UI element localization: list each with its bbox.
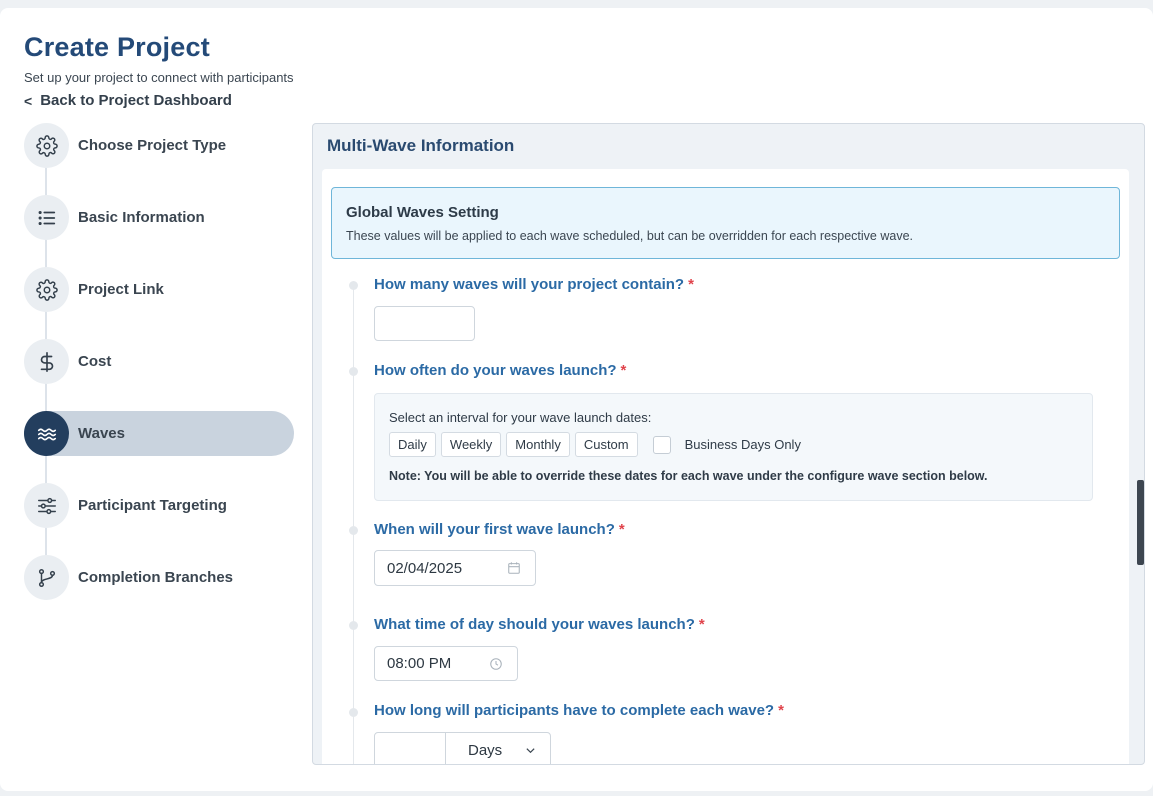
question-timeline-line bbox=[353, 284, 354, 765]
page-subtitle: Set up your project to connect with participants bbox=[24, 70, 294, 85]
question-duration bbox=[374, 702, 784, 719]
step-label: Participant Targeting bbox=[78, 497, 227, 514]
required-mark: * bbox=[618, 521, 625, 538]
first-launch-date-input[interactable] bbox=[374, 550, 536, 586]
waves-count-input[interactable] bbox=[374, 306, 475, 341]
interval-option-monthly[interactable]: Monthly bbox=[506, 432, 570, 457]
waves-icon bbox=[24, 411, 69, 456]
duration-unit-value: Days bbox=[468, 741, 503, 759]
timeline-dot bbox=[349, 281, 358, 290]
step-project-link[interactable] bbox=[24, 267, 294, 312]
timeline-dot bbox=[349, 708, 358, 717]
panel-body bbox=[322, 169, 1129, 765]
duration-unit-select[interactable] bbox=[445, 732, 551, 765]
business-days-label: Business Days Only bbox=[684, 437, 801, 452]
multi-wave-panel bbox=[312, 123, 1145, 765]
sliders-icon bbox=[24, 483, 69, 528]
page-title: Create Project bbox=[24, 32, 210, 62]
business-days-checkbox[interactable] bbox=[653, 436, 671, 454]
gear-icon bbox=[24, 267, 69, 312]
scrollbar-thumb[interactable] bbox=[1137, 480, 1144, 565]
step-basic-information[interactable] bbox=[24, 195, 294, 240]
chevron-down-icon bbox=[525, 745, 536, 756]
branch-icon bbox=[24, 555, 69, 600]
question-frequency bbox=[374, 362, 626, 379]
question-first-launch bbox=[374, 521, 625, 538]
required-mark: * bbox=[620, 362, 627, 379]
clock-icon bbox=[489, 657, 503, 671]
interval-options bbox=[389, 432, 801, 457]
time-value: 08:00 PM bbox=[387, 655, 452, 672]
calendar-icon bbox=[507, 561, 521, 575]
global-waves-description: These values will be applied to each wave scheduled, but can be overridden for each respective wave. bbox=[346, 229, 914, 243]
date-value: 02/04/2025 bbox=[387, 559, 463, 577]
back-to-dashboard-link[interactable] bbox=[24, 92, 232, 109]
required-mark: * bbox=[688, 276, 694, 293]
question-label: How long will participants have to complete each wave? bbox=[374, 702, 775, 719]
step-label: Completion Branches bbox=[78, 569, 234, 586]
step-label: Basic Information bbox=[78, 209, 205, 226]
question-label: What time of day should your waves launch? bbox=[374, 616, 695, 633]
step-label: Project Link bbox=[78, 281, 164, 298]
step-completion-branches[interactable] bbox=[24, 555, 294, 600]
step-label: Choose Project Type bbox=[78, 137, 227, 154]
question-label: How often do your waves launch? bbox=[374, 362, 617, 379]
interval-note: Note: You will be able to override these dates for each wave under the configure wave section below. bbox=[389, 469, 988, 483]
interval-selector-box bbox=[374, 393, 1093, 501]
gear-icon bbox=[24, 123, 69, 168]
required-mark: * bbox=[698, 616, 705, 633]
question-waves-count bbox=[374, 276, 694, 293]
interval-prompt: Select an interval for your wave launch dates: bbox=[389, 410, 652, 425]
question-label: How many waves will your project contain? bbox=[374, 276, 685, 293]
step-cost[interactable] bbox=[24, 339, 294, 384]
back-link-label: Back to Project Dashboard bbox=[40, 92, 232, 109]
step-participant-targeting[interactable] bbox=[24, 483, 294, 528]
interval-option-weekly[interactable]: Weekly bbox=[441, 432, 501, 457]
interval-option-daily[interactable]: Daily bbox=[389, 432, 436, 457]
timeline-dot bbox=[349, 526, 358, 535]
timeline-dot bbox=[349, 621, 358, 630]
global-waves-setting-box bbox=[331, 187, 1120, 259]
dollar-icon bbox=[24, 339, 69, 384]
step-label: Cost bbox=[78, 353, 112, 370]
interval-option-custom[interactable]: Custom bbox=[575, 432, 638, 457]
launch-time-input[interactable] bbox=[374, 646, 518, 681]
question-label: When will your first wave launch? bbox=[374, 521, 615, 538]
required-mark: * bbox=[778, 702, 784, 719]
question-time-of-day bbox=[374, 616, 705, 633]
step-waves[interactable] bbox=[24, 411, 294, 456]
panel-title: Multi-Wave Information bbox=[327, 136, 515, 155]
duration-input[interactable] bbox=[374, 732, 446, 765]
step-label: Waves bbox=[78, 425, 125, 442]
timeline-dot bbox=[349, 367, 358, 376]
list-icon bbox=[24, 195, 69, 240]
chevron-left-icon: < bbox=[24, 92, 33, 109]
step-choose-project-type[interactable] bbox=[24, 123, 294, 168]
global-waves-title: Global Waves Setting bbox=[346, 204, 499, 221]
